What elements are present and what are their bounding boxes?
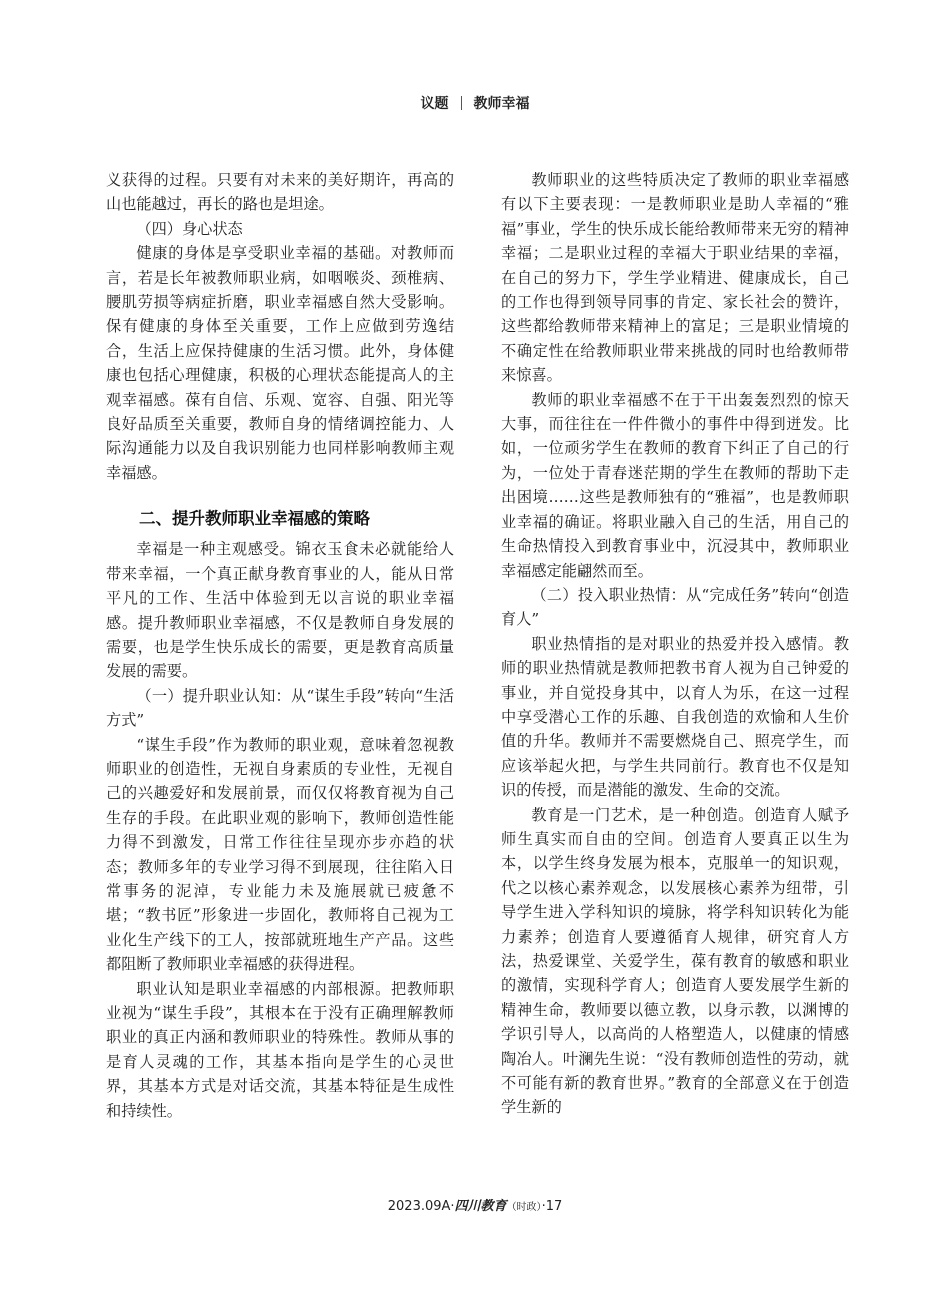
paragraph: 幸福是一种主观感受。锦衣玉食未必就能给人带来幸福，一个真正献身教育事业的人，能从日常平凡的工作、生活中体验到无以言说的职业幸福感。提升教师职业幸福感，不仅是教师自身发展的需要，也是学生快乐成长的需要，更是教育高质量发展的需要。 — [106, 540, 454, 681]
subheading-2: （二）投入职业热情：从“完成任务”转向“创造育人” — [501, 585, 849, 629]
section-heading: 二、提升教师职业幸福感的策略 — [139, 509, 370, 529]
footer-edition: （时政） — [506, 1202, 542, 1213]
right-column — [501, 168, 849, 1120]
paragraph: “谋生手段”作为教师的职业观，意味着忽视教师职业的创造性，无视自身素质的专业性，无视自己的兴趣爱好和发展前景，而仅仅将教育视为自己生存的手段。在此职业观的影响下，教师创造性能力得不到激发，日常工作往往呈现亦步亦趋的状态；教师多年的专业学习得不到展现，往往陷入日常事务的泥淖，专业能力未及施展就已疲惫不堪；“教书匠”形象进一步固化，教师将自己视为工业化生产线下的工人，按部就班地生产产品。这些都阻断了教师职业幸福感的获得进程。 — [106, 735, 454, 974]
paragraph: 义获得的过程。只要有对未来的美好期许，再高的山也能越过，再长的路也是坦途。 — [106, 171, 454, 214]
paragraph: 职业认知是职业幸福感的内部根源。把教师职业视为“谋生手段”，其根本在于没有正确理解教师职业的真正内涵和教师职业的特殊性。教师从事的是育人灵魂的工作，其基本指向是学生的心灵世界，其基本方式是对话交流，其基本特征是生成性和持续性。 — [106, 979, 454, 1120]
running-header — [0, 93, 950, 113]
paragraph: 教育是一门艺术，是一种创造。创造育人赋予师生真实而自由的空间。创造育人要真正以生为本，以学生终身发展为根本，克服单一的知识观，代之以核心素养观念，以发展核心素养为纽带，引导学生进入学科知识的境脉，将学科知识转化为能力素养；创造育人要遵循育人规律，研究育人方法，热爱课堂、关爱学生，葆有教育的敏感和职业的激情，实现科学育人；创造育人要发展学生新的精神生命，教师要以德立教，以身示教，以渊博的学识引导人，以高尚的人格塑造人，以健康的情感陶冶人。叶澜先生说：“没有教师创造性的劳动，就不可能有新的教育世界。”教育的全部意义在于创造学生新的 — [501, 805, 849, 1117]
left-column — [106, 168, 454, 1123]
footer-issue: 2023.09A — [387, 1199, 451, 1214]
magazine-logo: 四川教育 — [454, 1199, 507, 1214]
subheading-1: （一）提升职业认知：从“谋生手段”转向“生活方式” — [106, 686, 454, 730]
page-number: 17 — [545, 1199, 563, 1214]
paragraph: 健康的身体是享受职业幸福的基础。对教师而言，若是长年被教师职业病，如咽喉炎、颈椎病、腰肌劳损等病症折磨，职业幸福感自然大受影响。保有健康的身体至关重要，工作上应做到劳逸结合，生活上应保持健康的生活习惯。此外，身体健康也包括心理健康，积极的心理状态能提高人的主观幸福感。葆有自信、乐观、宽容、自强、阳光等良好品质至关重要，教师自身的情绪调控能力、人际沟通能力以及自我识别能力也同样影响教师主观幸福感。 — [106, 244, 454, 482]
paragraph: 教师职业的这些特质决定了教师的职业幸福感有以下主要表现：一是教师职业是助人幸福的“雅福”事业，学生的快乐成长能给教师带来无穷的精神幸福；二是职业过程的幸福大于职业结果的幸福，在自己的努力下，学生学业精进、健康成长，自己的工作也得到领导同事的肯定、家长社会的赞许，这些都给教师带来精神上的富足；三是职业情境的不确定性在给教师职业带来挑战的同时也给教师带来惊喜。 — [501, 171, 849, 385]
page-footer: 2023.09A·四川教育（时政）·17 — [387, 1199, 563, 1214]
paragraph: 职业热情指的是对职业的热爱并投入感情。教师的职业热情就是教师把教书育人视为自己钟爱的事业，并自觉投身其中，以育人为乐，在这一过程中享受潜心工作的乐趣、自我创造的欢愉和人生价值的升华。教师并不需要燃烧自己、照亮学生，而应该举起火把，与学生共同前行。教育也不仅是知识的传授，而是潜能的激发、生命的交流。 — [501, 634, 849, 800]
header-section: 议题 — [420, 96, 449, 112]
header-divider — [461, 96, 462, 110]
header-topic: 教师幸福 — [473, 96, 530, 112]
paragraph: 教师的职业幸福感不在于干出轰轰烈烈的惊天大事，而往往在一件件微小的事件中得到迸发。比如，一位顽劣学生在教师的教育下纠正了自己的行为，一位处于青春迷茫期的学生在教师的帮助下走出困境……这些是教师独有的“雅福”，也是教师职业幸福的确证。将职业融入自己的生活，用自己的生命热情投入到教育事业中，沉浸其中，教师职业幸福感定能翩然而至。 — [501, 390, 849, 580]
subheading-4: （四）身心状态 — [136, 219, 243, 238]
